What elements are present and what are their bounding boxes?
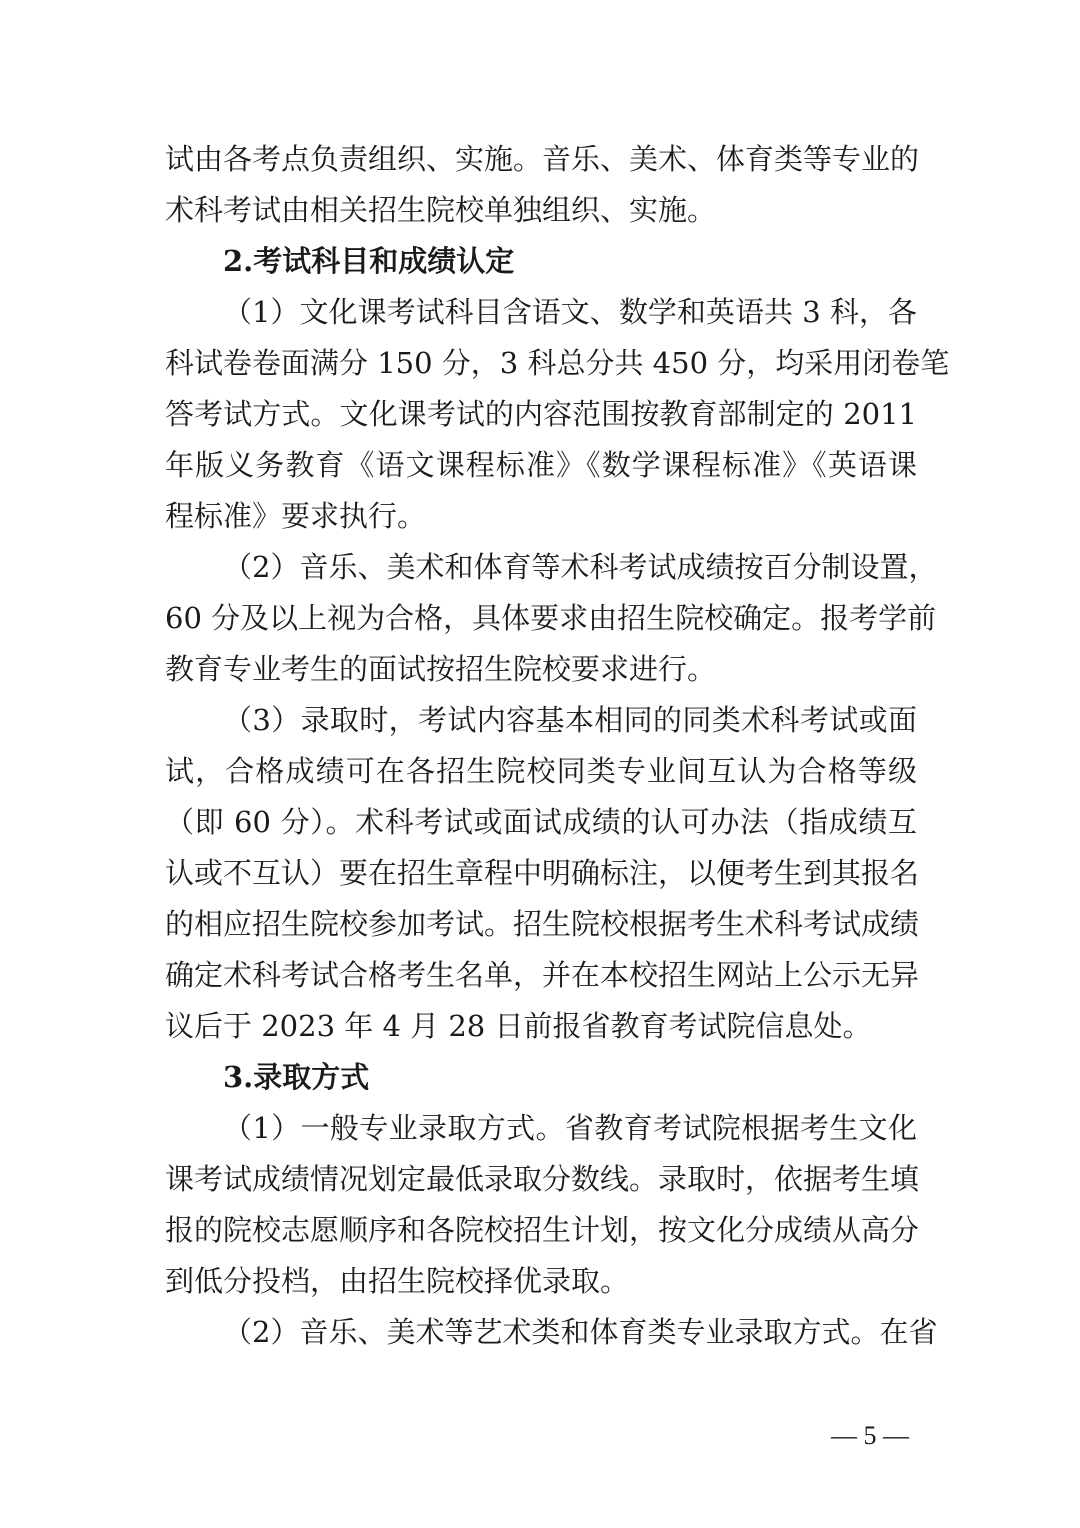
text-line: 年版义务教育《语文课程标准》《数学课程标准》《英语课 [165,448,917,482]
text-line: 报的院校志愿顺序和各院校招生计划，按文化分成绩从高分 [165,1213,920,1247]
text-line: 科试卷卷面满分 150 分，3 科总分共 450 分，均采用闭卷笔 [165,346,950,380]
text-line: （2）音乐、美术等艺术类和体育类专业录取方式。在省 [223,1315,938,1349]
text-line: 确定术科考试合格考生名单，并在本校招生网站上公示无异 [165,958,920,992]
section-heading: 2.考试科目和成绩认定 [223,244,515,278]
text-line: 的相应招生院校参加考试。招生院校根据考生术科考试成绩 [165,907,920,941]
text-line: （3）录取时，考试内容基本相同的同类术科考试或面 [223,703,917,737]
page-number: — 5 — [831,1421,909,1450]
text-line: 程标准》要求执行。 [165,499,427,533]
text-line: （1）一般专业录取方式。省教育考试院根据考生文化 [223,1111,917,1145]
text-line: 60 分及以上视为合格，具体要求由招生院校确定。报考学前 [165,601,937,635]
section-heading: 3.录取方式 [223,1060,370,1094]
text-line: 到低分投档，由招生院校择优录取。 [165,1264,630,1298]
text-line: 教育专业考生的面试按招生院校要求进行。 [165,652,717,686]
text-line: 试由各考点负责组织、实施。音乐、美术、体育类等专业的 [165,142,920,176]
document-body [165,134,950,1358]
text-line: 认或不互认）要在招生章程中明确标注，以便考生到其报名 [165,856,920,890]
text-line: 议后于 2023 年 4 月 28 日前报省教育考试院信息处。 [165,1009,872,1043]
text-line: 答考试方式。文化课考试的内容范围按教育部制定的 2011 [165,397,917,431]
text-line: 术科考试由相关招生院校单独组织、实施。 [165,193,717,227]
text-line: （2）音乐、美术和体育等术科考试成绩按百分制设置， [223,550,938,584]
text-line: （即 60 分）。术科考试或面试成绩的认可办法（指成绩互 [165,805,917,839]
text-line: 试，合格成绩可在各招生院校同类专业间互认为合格等级 [165,754,917,788]
text-line: （1）文化课考试科目含语文、数学和英语共 3 科，各 [223,295,917,329]
text-line: 课考试成绩情况划定最低录取分数线。录取时，依据考生填 [165,1162,920,1196]
